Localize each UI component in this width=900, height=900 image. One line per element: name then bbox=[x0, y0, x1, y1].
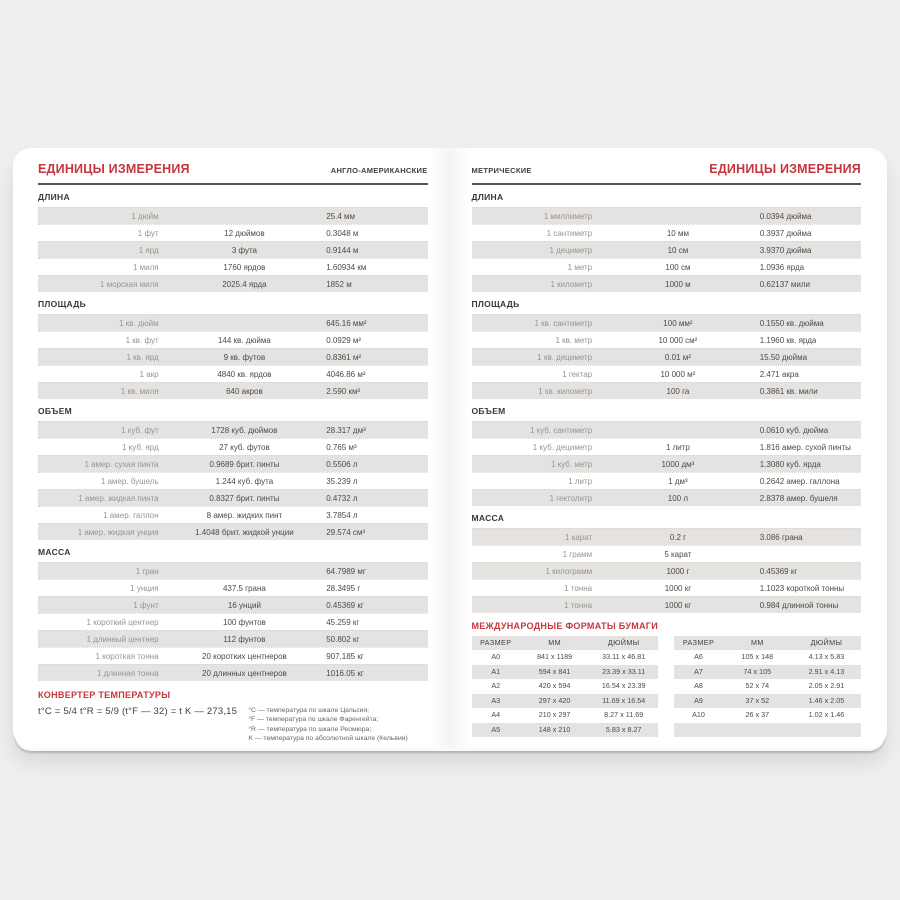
temperature-note: °R — температура по шкале Реомюра; bbox=[248, 725, 372, 733]
paper-size-cell: 594 x 841 bbox=[538, 666, 571, 676]
value-cell: 2.590 км² bbox=[326, 386, 361, 396]
paper-table-header bbox=[674, 636, 861, 651]
table-row bbox=[38, 506, 428, 523]
equivalent-cell bbox=[163, 563, 327, 579]
paper-size-cell: 1.46 x 2.05 bbox=[808, 695, 845, 705]
paper-table-a6-a10 bbox=[674, 636, 861, 738]
unit-cell: 1 кв. километр bbox=[538, 386, 593, 396]
table-row bbox=[38, 472, 428, 489]
left-page bbox=[13, 148, 450, 748]
equivalent-cell: 2025.4 ярда bbox=[222, 279, 267, 289]
value-cell: 4046.86 м² bbox=[326, 369, 366, 379]
value-cell: 1.0936 ярда bbox=[759, 262, 805, 272]
paper-size-cell: 420 x 594 bbox=[538, 681, 571, 690]
paper-size-cell bbox=[674, 723, 723, 738]
value-cell: 0.765 м³ bbox=[326, 442, 357, 452]
equivalent-cell: 1000 г bbox=[666, 566, 690, 576]
unit-cell: 1 килограмм bbox=[545, 566, 593, 576]
temperature-note: °C — температура по шкале Цельсия; bbox=[248, 706, 370, 714]
equivalent-cell: 27 куб. футов bbox=[219, 442, 270, 452]
page-title: ЕДИНИЦЫ ИЗМЕРЕНИЯ bbox=[709, 162, 861, 176]
equivalent-cell: 20 длинных центнеров bbox=[202, 668, 287, 678]
value-cell: 0.984 длинной тонны bbox=[759, 600, 839, 610]
unit-cell: 1 тонна bbox=[564, 583, 593, 593]
paper-size-cell: 2.91 x 4.13 bbox=[808, 666, 845, 676]
value-cell: 2.8378 амер. бушеля bbox=[759, 493, 838, 503]
table-row bbox=[472, 545, 862, 562]
equivalent-cell: 0.2 г bbox=[669, 532, 687, 542]
unit-cell: 1 амер. галлон bbox=[103, 510, 159, 520]
equivalent-cell: 100 фунтов bbox=[223, 617, 266, 627]
conversion-table bbox=[472, 528, 862, 613]
value-cell: 64.7989 мг bbox=[326, 566, 366, 576]
table-row bbox=[38, 258, 428, 275]
conversion-table bbox=[472, 314, 862, 399]
header-rule bbox=[38, 183, 428, 185]
table-row bbox=[472, 579, 862, 596]
value-cell: 0.0394 дюйма bbox=[759, 211, 812, 221]
paper-size-cell: A3 bbox=[491, 695, 501, 705]
unit-cell: 1 карат bbox=[564, 532, 593, 542]
column-header: РАЗМЕР bbox=[682, 637, 715, 647]
value-cell: 0.8361 м² bbox=[326, 352, 362, 362]
equivalent-cell: 10 000 м² bbox=[660, 369, 696, 379]
value-cell: 0.5506 л bbox=[326, 459, 358, 469]
table-row bbox=[38, 348, 428, 365]
equivalent-cell: 4840 кв. ярдов bbox=[217, 369, 272, 379]
table-row bbox=[674, 723, 861, 738]
equivalent-cell: 0.8327 брит. пинты bbox=[209, 493, 280, 503]
table-row bbox=[472, 348, 862, 365]
page-subtitle: АНГЛО-АМЕРИКАНСКИЕ bbox=[330, 166, 428, 175]
paper-size-cell: 33.11 x 46.81 bbox=[602, 652, 646, 661]
table-row bbox=[472, 694, 659, 709]
paper-formats-tables bbox=[472, 636, 862, 738]
equivalent-cell: 10 мм bbox=[666, 228, 689, 238]
conversion-table bbox=[38, 421, 428, 540]
equivalent-cell: 1000 кг bbox=[664, 583, 692, 593]
table-row bbox=[38, 438, 428, 455]
section-heading: МАССА bbox=[471, 512, 505, 523]
right-page-header bbox=[472, 162, 862, 179]
value-cell: 0.3861 кв. мили bbox=[759, 386, 818, 396]
equivalent-cell bbox=[163, 315, 327, 331]
section-heading: ОБЪЕМ bbox=[38, 405, 73, 416]
value-cell: 2.471 акра bbox=[759, 369, 799, 379]
table-row bbox=[472, 365, 862, 382]
unit-cell: 1 амер. жидкая унция bbox=[77, 527, 159, 537]
equivalent-cell: 100 га bbox=[666, 386, 690, 396]
paper-size-cell: 52 x 74 bbox=[745, 681, 770, 690]
value-cell: 0.45369 кг bbox=[326, 600, 364, 610]
left-unit-sections bbox=[38, 192, 428, 681]
equivalent-cell: 8 амер. жидких пинт bbox=[206, 510, 283, 520]
conversion-table bbox=[38, 562, 428, 681]
unit-cell: 1 метр bbox=[567, 262, 593, 272]
paper-table-a0-a5 bbox=[472, 636, 659, 738]
table-row bbox=[472, 708, 659, 723]
column-header: ДЮЙМЫ bbox=[607, 637, 640, 647]
table-row bbox=[38, 207, 428, 224]
value-cell: 35.239 л bbox=[326, 476, 358, 486]
value-cell: 1852 м bbox=[326, 279, 352, 289]
paper-size-cell: A1 bbox=[491, 666, 501, 676]
value-cell: 29.574 см³ bbox=[326, 527, 366, 537]
temperature-note: °F — температура по шкале Фаренгейта; bbox=[248, 716, 379, 724]
temperature-formula: t°C = 5/4 t°R = 5/9 (t°F — 32) = t K — 273,15 bbox=[38, 705, 238, 717]
table-row bbox=[472, 224, 862, 241]
unit-cell: 1 амер. бушель bbox=[100, 476, 159, 486]
unit-cell: 1 длинный центнер bbox=[86, 634, 159, 644]
table-row bbox=[472, 421, 862, 438]
table-row bbox=[38, 562, 428, 579]
table-row bbox=[472, 665, 659, 680]
paper-size-cell: 26 x 37 bbox=[745, 710, 770, 719]
value-cell: 0.9144 м bbox=[326, 245, 359, 255]
unit-cell: 1 дециметр bbox=[549, 245, 593, 255]
paper-size-cell: 23.39 x 33.11 bbox=[602, 666, 646, 676]
equivalent-cell: 1.4048 брит. жидкой унции bbox=[195, 527, 294, 537]
equivalent-cell: 3 фута bbox=[231, 245, 257, 255]
table-row bbox=[38, 664, 428, 681]
unit-cell: 1 ярд bbox=[138, 245, 159, 255]
conversion-table bbox=[38, 314, 428, 399]
table-row bbox=[472, 596, 862, 613]
unit-cell: 1 кв. дюйм bbox=[119, 318, 159, 328]
unit-cell: 1 амер. сухая пинта bbox=[84, 459, 159, 469]
value-cell: 0.4732 л bbox=[326, 493, 358, 503]
unit-cell: 1 куб. дециметр bbox=[532, 442, 593, 452]
paper-size-cell: 37 x 52 bbox=[745, 695, 770, 705]
unit-cell: 1 сантиметр bbox=[546, 228, 593, 238]
value-cell: 15.50 дюйма bbox=[759, 352, 808, 362]
column-header: ММ bbox=[548, 637, 561, 647]
paper-size-cell: 8.27 x 11.69 bbox=[604, 710, 644, 719]
paper-size-cell: 4.13 x 5.83 bbox=[808, 652, 845, 661]
table-row bbox=[38, 630, 428, 647]
unit-cell: 1 куб. сантиметр bbox=[529, 425, 593, 435]
paper-size-cell: 148 x 210 bbox=[538, 724, 571, 734]
value-cell: 1.1960 кв. ярда bbox=[759, 335, 817, 345]
paper-size-cell: A8 bbox=[694, 681, 703, 690]
paper-size-cell: A0 bbox=[491, 652, 501, 661]
value-cell: 1016.05 кг bbox=[326, 668, 364, 678]
table-row bbox=[472, 528, 862, 545]
value-cell: 0.0929 м² bbox=[326, 335, 362, 345]
value-cell: 1.60934 км bbox=[326, 262, 367, 272]
table-row bbox=[472, 275, 862, 292]
paper-size-cell: A10 bbox=[692, 710, 705, 719]
unit-cell: 1 фунт bbox=[133, 600, 159, 610]
unit-cell: 1 грамм bbox=[562, 549, 593, 559]
unit-cell: 1 длинная тонна bbox=[97, 668, 159, 678]
temperature-heading: КОНВЕРТЕР ТЕМПЕРАТУРЫ bbox=[38, 689, 171, 700]
value-cell: 1.3080 куб. ярда bbox=[759, 459, 821, 469]
column-header: ММ bbox=[750, 637, 764, 647]
paper-table-header bbox=[472, 636, 659, 651]
table-row bbox=[472, 331, 862, 348]
table-row bbox=[38, 596, 428, 613]
equivalent-cell: 1.244 куб. фута bbox=[215, 476, 274, 486]
paper-formats bbox=[472, 621, 862, 738]
section-heading: ПЛОЩАДЬ bbox=[471, 298, 520, 309]
value-cell: 0.0610 куб. дюйма bbox=[759, 425, 829, 435]
table-row bbox=[472, 382, 862, 399]
table-row bbox=[472, 241, 862, 258]
equivalent-cell: 1 литр bbox=[665, 442, 690, 452]
table-row bbox=[472, 258, 862, 275]
table-row bbox=[472, 207, 862, 224]
conversion-table bbox=[38, 207, 428, 292]
equivalent-cell bbox=[163, 208, 327, 224]
unit-cell: 1 куб. метр bbox=[550, 459, 593, 469]
equivalent-cell: 1000 м bbox=[665, 279, 691, 289]
unit-cell: 1 дюйм bbox=[131, 211, 159, 221]
paper-size-cell bbox=[792, 723, 861, 738]
table-row bbox=[38, 382, 428, 399]
value-cell bbox=[760, 546, 861, 562]
page-subtitle: МЕТРИЧЕСКИЕ bbox=[471, 166, 532, 175]
unit-cell: 1 унция bbox=[130, 583, 159, 593]
unit-cell: 1 километр bbox=[550, 279, 593, 289]
paper-size-cell: 210 x 297 bbox=[538, 710, 571, 719]
unit-cell: 1 кв. сантиметр bbox=[534, 318, 593, 328]
table-row bbox=[472, 562, 862, 579]
equivalent-cell: 640 акров bbox=[226, 386, 263, 396]
table-row bbox=[472, 455, 862, 472]
paper-size-cell: 5.83 x 8.27 bbox=[605, 724, 642, 734]
unit-cell: 1 куб. ярд bbox=[121, 442, 159, 452]
table-row bbox=[472, 438, 862, 455]
temperature-body bbox=[38, 706, 428, 744]
table-row bbox=[38, 523, 428, 540]
value-cell: 0.62137 мили bbox=[759, 279, 810, 289]
equivalent-cell: 437.5 грана bbox=[222, 583, 266, 593]
value-cell: 907.185 кг bbox=[326, 651, 364, 661]
equivalent-cell bbox=[596, 422, 760, 438]
value-cell: 3.9370 дюйма bbox=[759, 245, 812, 255]
value-cell: 0.3937 дюйма bbox=[759, 228, 812, 238]
equivalent-cell: 100 л bbox=[667, 493, 689, 503]
unit-cell: 1 миля bbox=[132, 262, 159, 272]
right-page bbox=[450, 148, 888, 748]
table-row bbox=[674, 650, 861, 665]
table-row bbox=[674, 679, 861, 694]
value-cell: 1.816 амер. сухой пинты bbox=[759, 442, 851, 452]
table-row bbox=[38, 365, 428, 382]
unit-cell: 1 кв. миля bbox=[120, 386, 159, 396]
unit-cell: 1 миллиметр bbox=[543, 211, 593, 221]
conversion-table bbox=[472, 421, 862, 506]
table-row bbox=[38, 613, 428, 630]
equivalent-cell: 5 карат bbox=[664, 549, 692, 559]
paper-size-cell: A5 bbox=[491, 724, 501, 734]
table-row bbox=[674, 694, 861, 709]
paper-size-cell: A6 bbox=[694, 652, 703, 661]
table-row bbox=[38, 314, 428, 331]
table-row bbox=[38, 224, 428, 241]
equivalent-cell: 12 дюймов bbox=[224, 228, 265, 238]
equivalent-cell: 100 см bbox=[665, 262, 691, 272]
section-heading: МАССА bbox=[38, 546, 71, 557]
unit-cell: 1 короткая тонна bbox=[95, 651, 159, 661]
table-row bbox=[472, 489, 862, 506]
paper-size-cell bbox=[723, 723, 792, 738]
equivalent-cell: 10 000 см² bbox=[658, 335, 698, 345]
table-row bbox=[472, 650, 659, 665]
equivalent-cell: 144 кв. дюйма bbox=[217, 335, 271, 345]
value-cell: 28.3495 г bbox=[326, 583, 361, 593]
table-row bbox=[38, 489, 428, 506]
equivalent-cell: 1760 ярдов bbox=[223, 262, 266, 272]
column-header: ДЮЙМЫ bbox=[810, 637, 843, 647]
paper-size-cell: 16.54 x 23.39 bbox=[601, 681, 646, 690]
table-row bbox=[472, 679, 659, 694]
unit-cell: 1 гектар bbox=[562, 369, 593, 379]
unit-cell: 1 гран bbox=[135, 566, 159, 576]
temperature-note: K — температура по абсолютной шкале (Кельвин) bbox=[248, 735, 408, 743]
table-row bbox=[472, 723, 659, 738]
value-cell: 0.1550 кв. дюйма bbox=[759, 318, 824, 328]
unit-cell: 1 акр bbox=[139, 369, 159, 379]
right-unit-sections bbox=[472, 192, 862, 613]
equivalent-cell: 10 см bbox=[667, 245, 689, 255]
table-row bbox=[38, 647, 428, 664]
value-cell: 28.317 дм³ bbox=[326, 425, 366, 435]
paper-size-cell: 297 x 420 bbox=[538, 695, 571, 705]
temperature-converter bbox=[38, 690, 428, 744]
value-cell: 50.802 кг bbox=[326, 634, 360, 644]
section-heading: ДЛИНА bbox=[38, 191, 70, 202]
unit-cell: 1 фут bbox=[137, 228, 159, 238]
equivalent-cell: 0.01 м² bbox=[664, 352, 691, 362]
paper-size-cell: 841 x 1189 bbox=[537, 652, 573, 661]
section-heading: ПЛОЩАДЬ bbox=[38, 298, 87, 309]
conversion-table bbox=[472, 207, 862, 292]
equivalent-cell: 9 кв. футов bbox=[223, 352, 266, 362]
paper-size-cell: A9 bbox=[694, 695, 703, 705]
value-cell: 1.1023 короткой тонны bbox=[759, 583, 845, 593]
value-cell: 3.7854 л bbox=[326, 510, 358, 520]
value-cell: 25.4 мм bbox=[326, 211, 355, 221]
equivalent-cell: 1728 куб. дюймов bbox=[211, 425, 278, 435]
section-heading: ОБЪЕМ bbox=[471, 405, 506, 416]
left-page-header bbox=[38, 162, 428, 179]
equivalent-cell: 112 фунтов bbox=[223, 634, 266, 644]
unit-cell: 1 кв. метр bbox=[555, 335, 593, 345]
value-cell: 0.2642 амер. галлона bbox=[759, 476, 840, 486]
paper-size-cell: 11.69 x 16.54 bbox=[602, 695, 646, 705]
table-row bbox=[38, 455, 428, 472]
equivalent-cell: 0.9689 брит. пинты bbox=[209, 459, 280, 469]
table-row bbox=[38, 331, 428, 348]
table-row bbox=[674, 665, 861, 680]
paper-size-cell: A2 bbox=[491, 681, 501, 690]
table-row bbox=[674, 708, 861, 723]
equivalent-cell: 16 унций bbox=[227, 600, 261, 610]
unit-cell: 1 кв. ярд bbox=[126, 352, 159, 362]
page-title: ЕДИНИЦЫ ИЗМЕРЕНИЯ bbox=[38, 162, 190, 176]
table-row bbox=[38, 241, 428, 258]
equivalent-cell: 1000 дм³ bbox=[661, 459, 695, 469]
unit-cell: 1 кв. фут bbox=[125, 335, 159, 345]
table-row bbox=[472, 472, 862, 489]
equivalent-cell: 1 дм³ bbox=[668, 476, 688, 486]
notebook-spread bbox=[13, 148, 887, 748]
table-row bbox=[38, 275, 428, 292]
equivalent-cell bbox=[596, 208, 760, 224]
column-header: РАЗМЕР bbox=[480, 637, 512, 647]
value-cell: 45.259 кг bbox=[326, 617, 360, 627]
unit-cell: 1 куб. фут bbox=[121, 425, 159, 435]
value-cell: 3.086 грана bbox=[759, 532, 803, 542]
paper-size-cell: 74 x 105 bbox=[743, 666, 772, 676]
unit-cell: 1 короткий центнер bbox=[86, 617, 159, 627]
unit-cell: 1 тонна bbox=[564, 600, 593, 610]
temperature-notes bbox=[248, 706, 427, 744]
table-row bbox=[472, 314, 862, 331]
unit-cell: 1 литр bbox=[568, 476, 593, 486]
paper-size-cell: 2.05 x 2.91 bbox=[808, 681, 845, 690]
equivalent-cell: 100 мм² bbox=[663, 318, 693, 328]
unit-cell: 1 гектолитр bbox=[549, 493, 593, 503]
value-cell: 645.16 мм² bbox=[326, 318, 367, 328]
paper-size-cell: 1.02 x 1.46 bbox=[808, 710, 845, 719]
unit-cell: 1 кв. дециметр bbox=[537, 352, 593, 362]
table-row bbox=[38, 421, 428, 438]
paper-formats-heading: МЕЖДУНАРОДНЫЕ ФОРМАТЫ БУМАГИ bbox=[471, 620, 658, 631]
paper-size-cell: A4 bbox=[491, 710, 501, 719]
header-rule bbox=[472, 183, 862, 185]
equivalent-cell: 1000 кг bbox=[664, 600, 692, 610]
paper-size-cell: A7 bbox=[694, 666, 703, 676]
equivalent-cell: 20 коротких центнеров bbox=[202, 651, 287, 661]
table-row bbox=[38, 579, 428, 596]
unit-cell: 1 амер. жидкая пинта bbox=[78, 493, 159, 503]
section-heading: ДЛИНА bbox=[471, 191, 504, 202]
unit-cell: 1 морская миля bbox=[99, 279, 159, 289]
value-cell: 0.3048 м bbox=[326, 228, 359, 238]
value-cell: 0.45369 кг bbox=[759, 566, 798, 576]
paper-size-cell: 105 x 148 bbox=[741, 652, 774, 661]
